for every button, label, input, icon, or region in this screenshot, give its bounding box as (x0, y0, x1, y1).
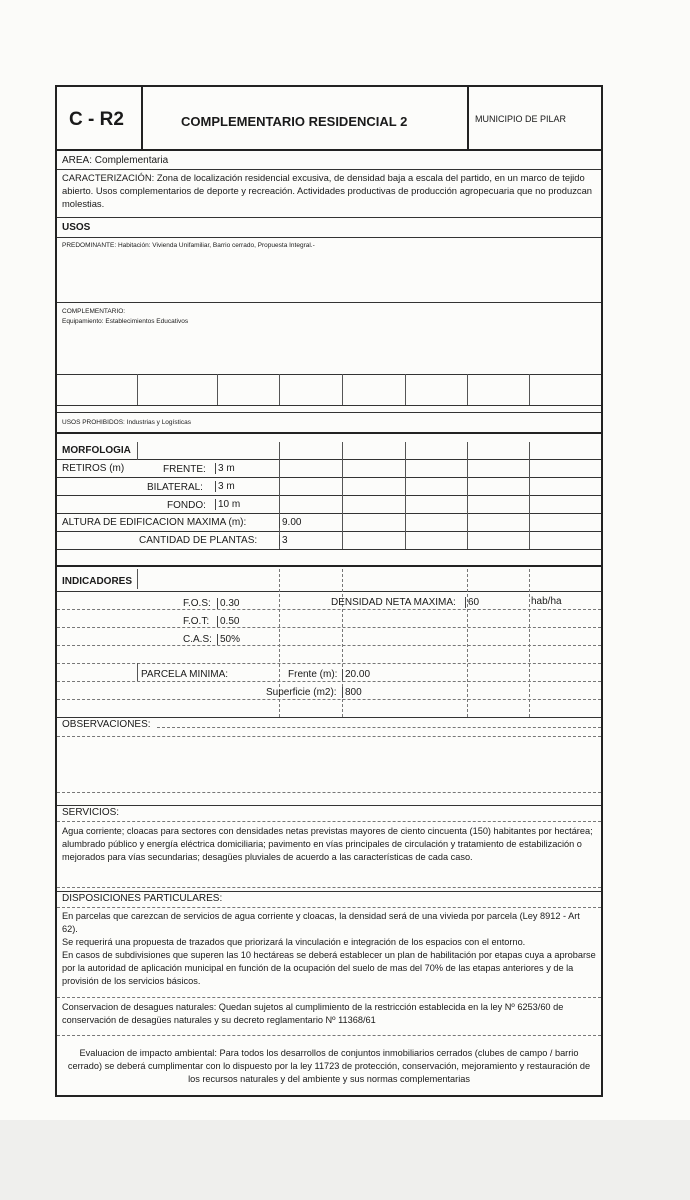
rule (57, 459, 601, 460)
zone-title: COMPLEMENTARIO RESIDENCIAL 2 (181, 114, 408, 129)
fot-label: F.O.T: (183, 616, 210, 627)
plantas-label: CANTIDAD DE PLANTAS: (139, 535, 258, 546)
rule (57, 821, 601, 822)
rule (57, 591, 601, 592)
plantas-value: 3 (279, 535, 288, 546)
area-label: AREA: Complementaria (62, 155, 169, 166)
superficie-value: 800 (342, 687, 362, 698)
rule (57, 405, 601, 406)
header-bottom-rule (57, 149, 601, 151)
rule (57, 237, 601, 238)
rule (57, 302, 601, 303)
fondo-label: FONDO: (167, 500, 206, 511)
fos-value: 0.30 (217, 598, 239, 609)
grid-line (405, 374, 406, 405)
parcela-label: PARCELA MINIMA: (141, 669, 229, 680)
rule (57, 549, 601, 550)
caracterizacion-text: Zona de localización residencial excusiva, de densidad baja a escala del partido, en un marco de tejido abierto. Usos complementarios de deporte y recreación. Actividades productivas de producción agropecuaria que no produzcan molestias. (62, 172, 592, 209)
parcela-frente-value: 20.00 (342, 669, 370, 680)
superficie-label: Superficie (m2): (266, 687, 337, 698)
altura-label: ALTURA DE EDIFICACION MAXIMA (m): (62, 517, 247, 528)
grid-line (342, 442, 343, 549)
caracterizacion (62, 171, 596, 210)
retiros-label: RETIROS (m) (62, 463, 125, 474)
rule (57, 432, 601, 434)
cas-value: 50% (217, 634, 240, 645)
header-divider-2 (467, 87, 469, 149)
cas-label: C.A.S: (183, 634, 212, 645)
grid-line (137, 374, 138, 405)
rule (57, 169, 601, 170)
rule (57, 565, 601, 567)
rule (57, 217, 601, 218)
grid-line (137, 663, 138, 681)
rule (57, 907, 601, 908)
parcela-frente-label: Frente (m): (288, 669, 338, 680)
rule (57, 627, 601, 628)
densidad-unit: hab/ha (531, 596, 562, 607)
predominante (62, 242, 315, 249)
complementario-label: COMPLEMENTARIO: (62, 308, 126, 315)
rule (57, 531, 601, 532)
rule (57, 609, 601, 610)
rule (57, 717, 601, 718)
grid-line (529, 569, 530, 717)
rule (157, 727, 601, 728)
predominante-text: Habitación: Vivienda Unifamiliar, Barrio cerrado, Propuesta Integral.- (117, 242, 315, 249)
complementario-text: Equipamiento: Establecimientos Educativos (62, 318, 189, 325)
rule (57, 805, 601, 806)
usos-prohibidos: USOS PROHIBIDOS: Industrias y Logísticas (62, 419, 191, 426)
altura-value: 9.00 (279, 517, 301, 528)
rule (57, 1035, 601, 1036)
rule (57, 513, 601, 514)
indicadores-heading: INDICADORES (62, 576, 133, 587)
rule (57, 645, 601, 646)
observaciones-heading: OBSERVACIONES: (62, 719, 151, 730)
disposiciones-p1: En parcelas que carezcan de servicios de agua corriente y cloacas, la densidad será de una vivieda por parcela (Ley 8912 - Art 62). (62, 911, 580, 934)
rule (57, 495, 601, 496)
grid-line (279, 374, 280, 405)
fondo-value: 10 m (215, 499, 240, 510)
densidad-value: 60 (465, 597, 479, 608)
bilateral-label: BILATERAL: (147, 482, 203, 493)
densidad-label: DENSIDAD NETA MAXIMA: (331, 597, 456, 608)
disposiciones-p2: Se requerirá una propuesta de trazados que priorizará la vinculación e integración de los espacios con el entorno. (62, 937, 526, 947)
rule (57, 997, 601, 998)
municipality: MUNICIPIO DE PILAR (475, 114, 567, 124)
rule (57, 699, 601, 700)
fot-value: 0.50 (217, 616, 239, 627)
grid-line (467, 374, 468, 405)
morfologia-heading: MORFOLOGIA (62, 445, 131, 456)
grid-line (467, 442, 468, 549)
grid-line (529, 442, 530, 549)
rule (57, 891, 601, 892)
frente-label: FRENTE: (163, 464, 206, 475)
usos-heading: USOS (62, 222, 91, 233)
rule (57, 736, 601, 737)
disposiciones-heading: DISPOSICIONES PARTICULARES: (62, 893, 223, 904)
grid-line (279, 442, 280, 549)
predominante-label: PREDOMINANTE: (62, 242, 117, 249)
grid-line (137, 442, 138, 460)
bilateral-value: 3 m (215, 481, 235, 492)
rule (57, 663, 601, 664)
zone-code: C - R2 (69, 109, 124, 130)
caracterizacion-label: CARACTERIZACIÓN: (62, 172, 155, 183)
grid-line (405, 442, 406, 549)
servicios-text: Agua corriente; cloacas para sectores con densidades netas previstas mayores de ciento cincuenta (150) habitantes por hectárea; alumbrado público y energía eléctrica domiciliaria; pavimento en vías principales de circulación y tratamiento de estabilización o mejorados para vías secundarias; desagües pluviales de acuerdo a las características de cada caso. (62, 826, 593, 862)
rule (57, 477, 601, 478)
disposiciones-p3: En casos de subdivisiones que superen las 10 hectáreas se deberá establecer un plan de habilitación por etapas cuya a aprobarse por la autoridad de aplicación municipal en función de la ocupación del suelo de mas del 70% de las etapas anteriores y de la provisión de los servicios básicos. (62, 950, 596, 986)
frente-value: 3 m (215, 463, 235, 474)
grid-line (342, 374, 343, 405)
rule (57, 374, 601, 375)
rule (57, 792, 601, 793)
grid-line (467, 569, 468, 717)
grid-line (137, 569, 138, 589)
disposiciones-p5: Evaluacion de impacto ambiental: Para todos los desarrollos de conjuntos inmobiliarios cerrados (clubes de campo / barrio cerrado) se deberá cumplimentar con lo dispuesto por la ley 11723 de protección, conservación, mejoramiento y restauración de los recursos naturales y del ambiente y sus normas complementarias (67, 1048, 591, 1084)
rule (57, 412, 601, 413)
rule (57, 681, 601, 682)
grid-line (217, 374, 218, 405)
servicios-heading: SERVICIOS: (62, 807, 120, 818)
header-divider (141, 87, 143, 149)
disposiciones-p4: Conservacion de desagues naturales: Quedan sujetos al cumplimiento de la restricción establecida en la ley Nº 6253/60 de conservación de desagües naturales y su decreto reglamentario Nº 11368/61 (62, 1002, 564, 1025)
zoning-form (55, 85, 603, 1097)
fos-label: F.O.S: (183, 598, 211, 609)
bottom-strip (0, 1120, 690, 1200)
grid-line (529, 374, 530, 405)
rule (57, 887, 601, 888)
